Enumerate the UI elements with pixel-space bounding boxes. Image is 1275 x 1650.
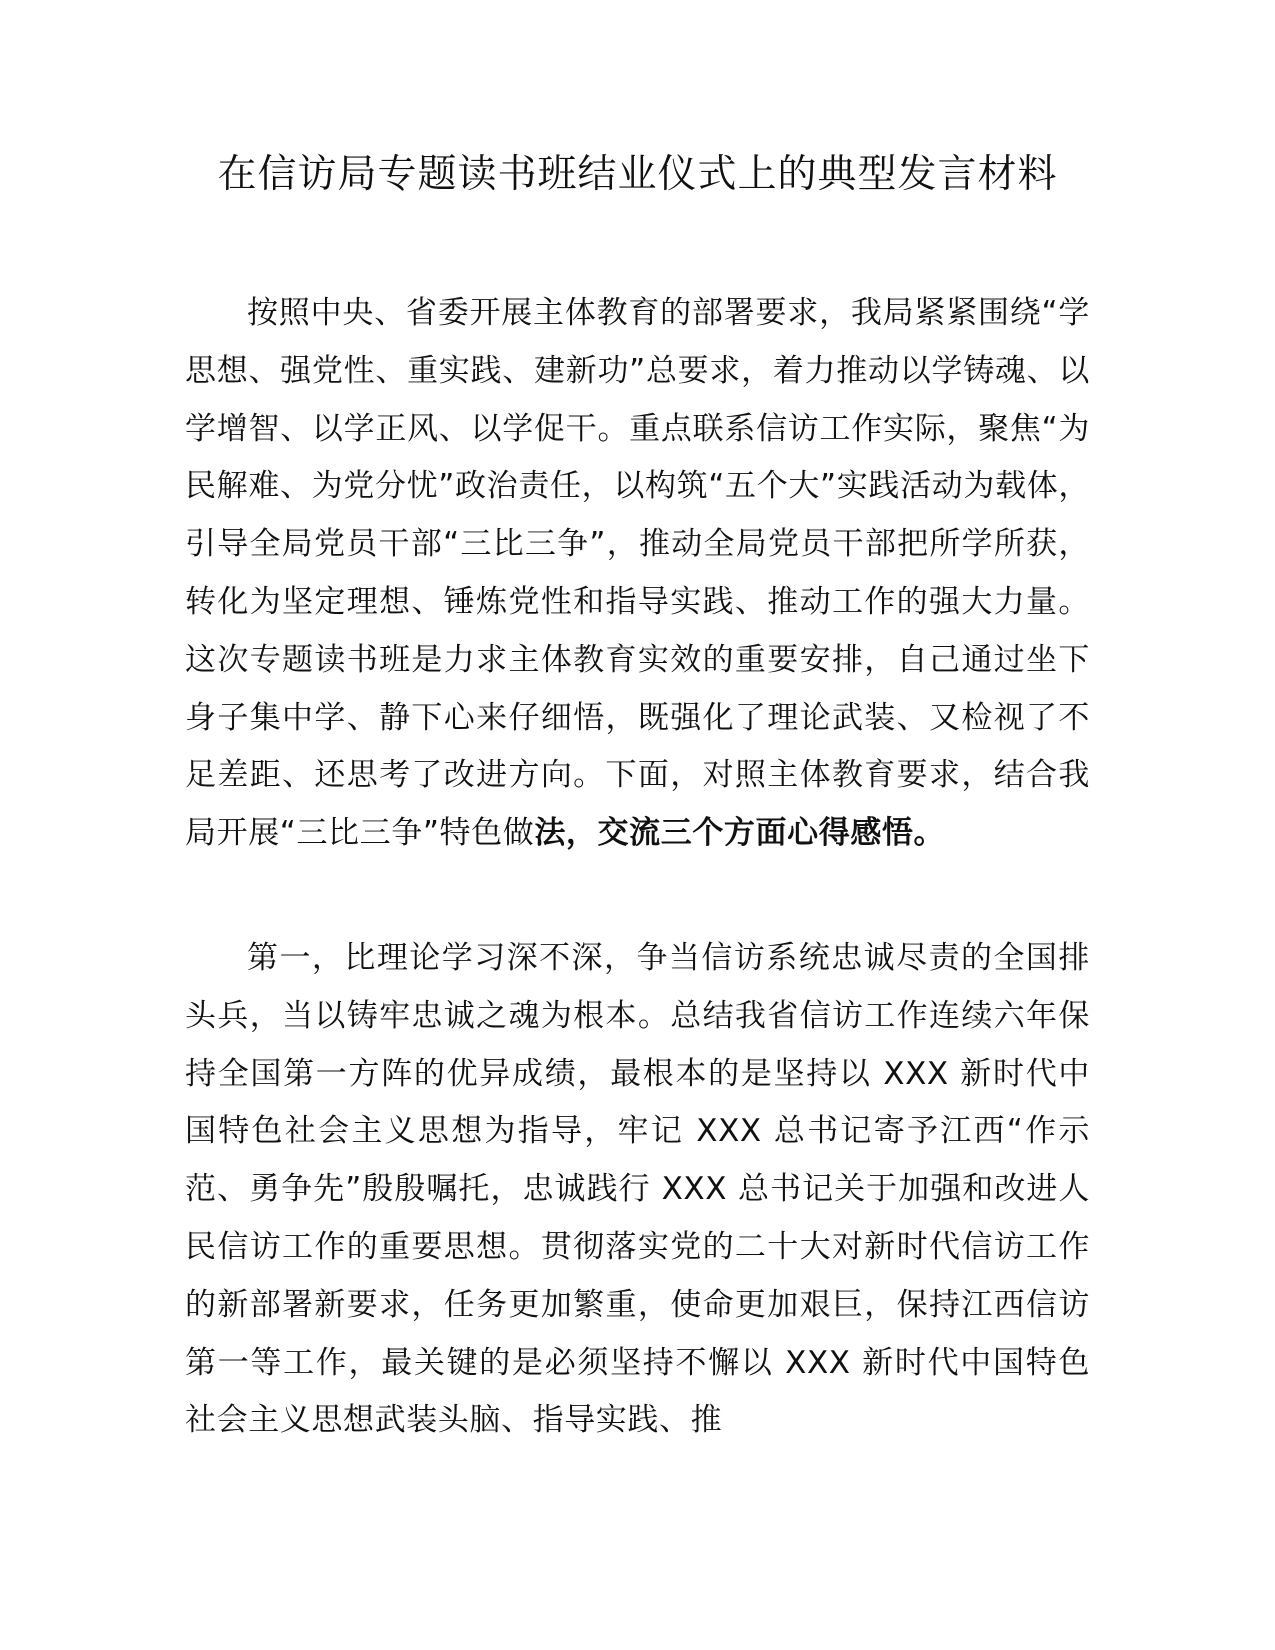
paragraph-intro [185, 285, 1090, 863]
paragraph-intro-text: 按照中央、省委开展主体教育的部署要求，我局紧紧围绕“学思想、强党性、重实践、建新功”总要求，着力推动以学铸魂、以学增智、以学正风、以学促干。重点联系信访工作实际，聚焦“为民解难、为党分忧”政治责任，以构筑“五个大”实践活动为载体，引导全局党员干部“三比三争”，推动全局党员干部把所学所获，转化为坚定理想、锤炼党性和指导实践、推动工作的强大力量。这次专题读书班是力求主体教育实效的重要安排，自己通过坐下身子集中学、静下心来仔细悟，既强化了理论武装、又检视了不足差距、还思考了改进方向。下面，对照主体教育要求，结合我局开展“三比三争”特色做 [185, 295, 1090, 852]
paragraph-first-point: 第一，比理论学习深不深，争当信访系统忠诚尽责的全国排头兵，当以铸牢忠诚之魂为根本。总结我省信访工作连续六年保持全国第一方阵的优异成绩，最根本的是坚持以 XXX 新时代中国特色社会主义思想为指导，牢记 XXX 总书记寄予江西“作示范、勇争先”殷殷嘱托，忠诚践行 XXX 总书记关于加强和改进人民信访工作的重要思想。贯彻落实党的二十大对新时代信访工作的新部署新要求，任务更加繁重，使命更加艰巨，保持江西信访第一等工作，最关键的是必须坚持不懈以 XXX 新时代中国特色社会主义思想武装头脑、指导实践、推 [185, 940, 1090, 1439]
paragraph-intro-bold-tail: 法，交流三个方面心得感悟。 [534, 815, 946, 852]
document-title: 在信访局专题读书班结业仪式上的典型发言材料 [217, 152, 1058, 197]
